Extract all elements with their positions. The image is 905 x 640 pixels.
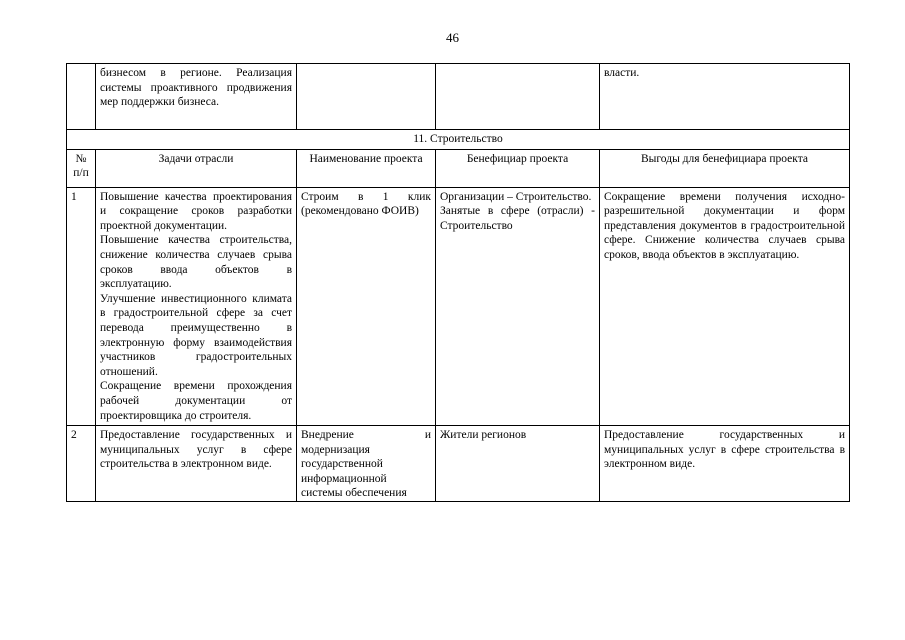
cell-tasks [96, 187, 297, 426]
cell-beneficiary [436, 426, 600, 502]
project-name-text: Внедрение и модернизация государственной информационной системы обеспечения [301, 429, 431, 500]
row-number: 2 [67, 426, 96, 502]
cell-project-name: Строим в 1 клик (рекомендовано ФОИВ) [297, 187, 436, 426]
document-table [66, 63, 850, 502]
beneficiary-paragraph: Организации – Строительство. [440, 190, 592, 203]
page-number: 46 [446, 30, 459, 45]
continuation-row [67, 64, 850, 130]
task-paragraph: Улучшение инвестиционного климата в градостроительной сфере за счет перевода преимущественно в электронную форму взаимодействия участников градостроительных отношений. [100, 292, 292, 378]
cell-project-name [297, 426, 436, 502]
cell-project-name [297, 64, 436, 130]
cell-benefits: Предоставление государственных и муниципальных услуг в сфере строительства в электронном виде. [600, 426, 850, 502]
beneficiary-paragraph: Занятые в сфере (отрасли) - Строительство [440, 205, 595, 232]
task-paragraph: Сокращение времени прохождения рабочей документации от проектировщика до строителя. [100, 380, 292, 422]
cell-benefits: власти. [600, 64, 850, 130]
section-title: 11. Строительство [67, 130, 850, 150]
cell-beneficiary [436, 64, 600, 130]
table-row [67, 187, 850, 426]
beneficiary-paragraph: Жители регионов [440, 429, 527, 442]
cell-beneficiary [436, 187, 600, 426]
header-project-name: Наименование проекта [297, 149, 436, 187]
cell-num [67, 64, 96, 130]
cell-benefits: Сокращение времени получения исходно-разрешительной документации и форм представления документов в градостроительной сфере. Снижение количества случаев срыва сроков, ввода объектов в эксплуатацию. [600, 187, 850, 426]
cell-tasks [96, 426, 297, 502]
row-number: 1 [67, 187, 96, 426]
table-row [67, 426, 850, 502]
header-benefits: Выгоды для бенефициара проекта [600, 149, 850, 187]
cell-tasks: бизнесом в регионе. Реализация системы проактивного продвижения мер поддержки бизнеса. [96, 64, 297, 130]
header-row [67, 149, 850, 187]
section-title-row [67, 130, 850, 150]
header-tasks: Задачи отрасли [96, 149, 297, 187]
task-paragraph: Повышение качества проектирования и сокращение сроков разработки проектной документации. [100, 190, 292, 232]
task-paragraph: Предоставление государственных и муниципальных услуг в сфере строительства в электронном виде. [100, 429, 292, 471]
header-num: № п/п [67, 149, 96, 187]
header-beneficiary: Бенефициар проекта [436, 149, 600, 187]
task-paragraph: Повышение качества строительства, снижение количества случаев срыва сроков ввода объектов в эксплуатацию. [100, 234, 292, 291]
